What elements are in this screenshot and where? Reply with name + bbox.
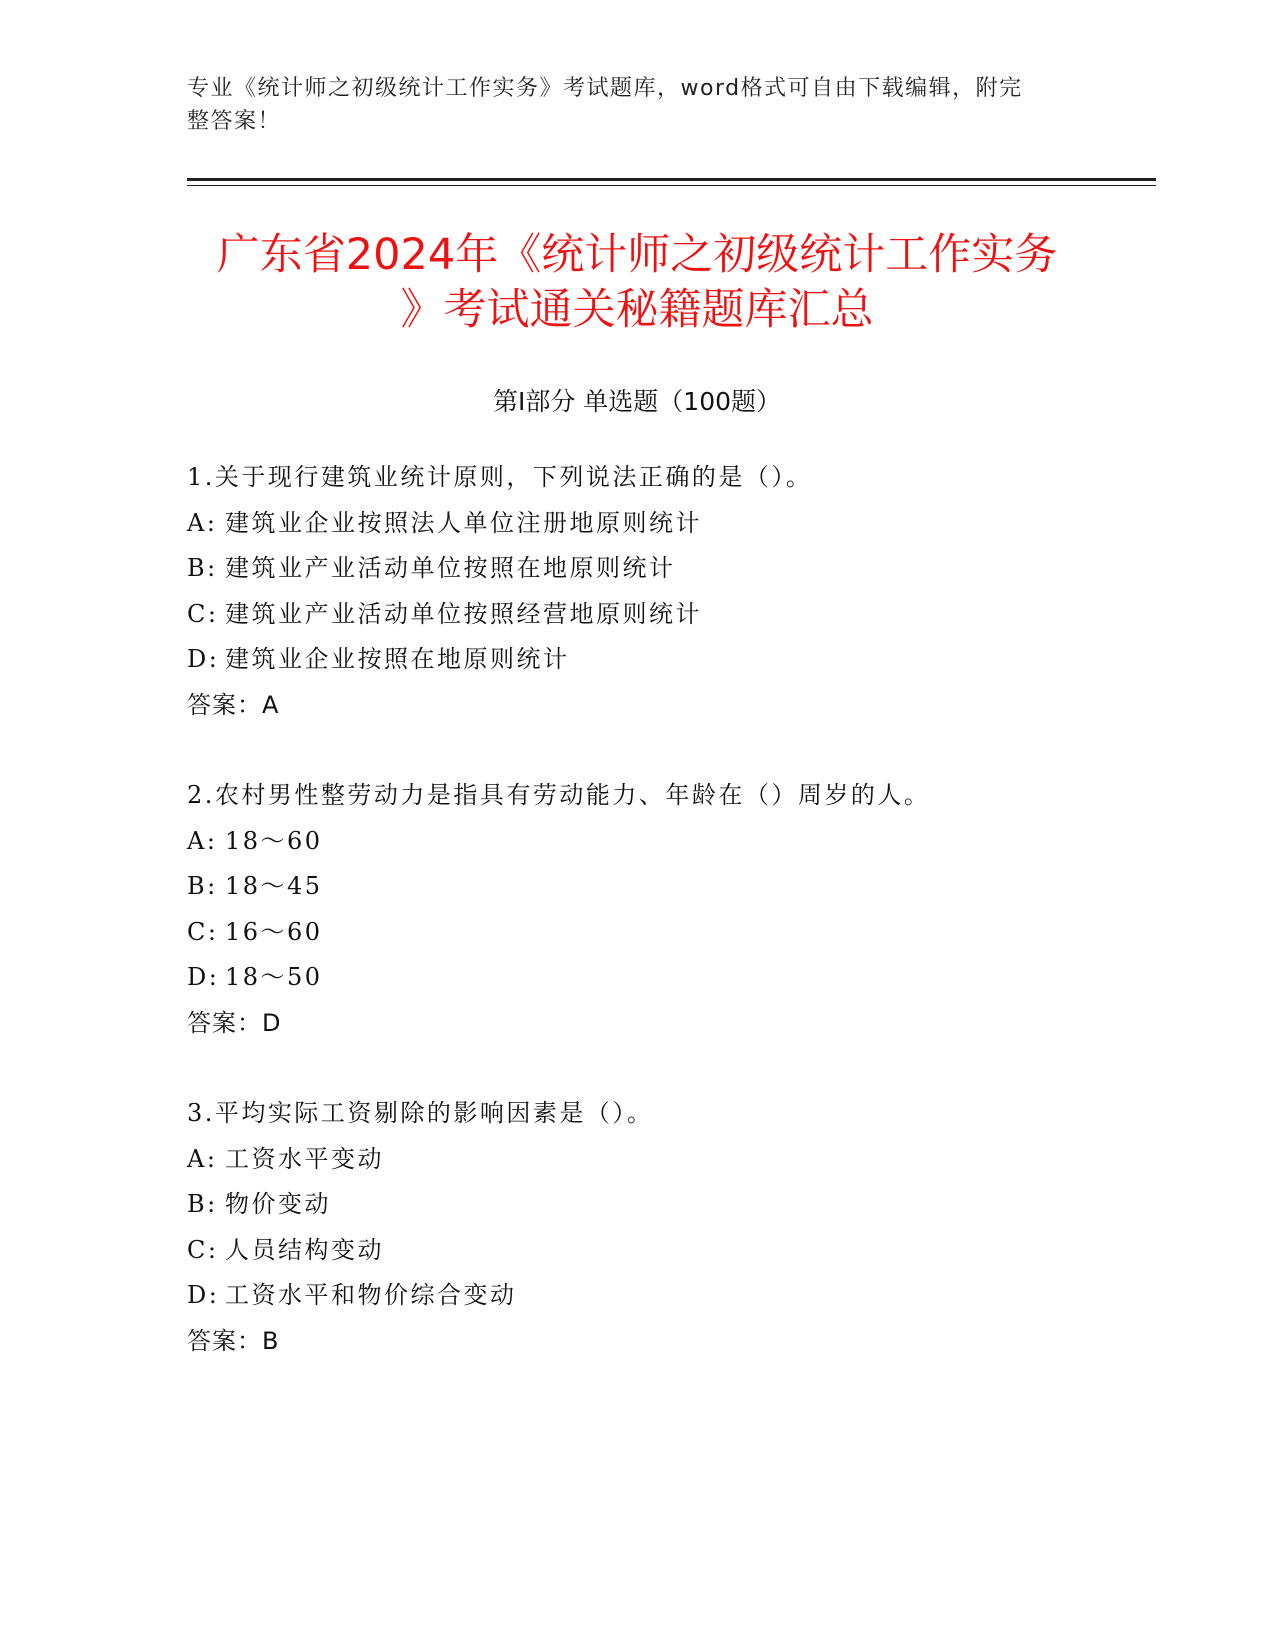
option-text: 建筑业产业活动单位按照在地原则统计 — [225, 554, 676, 582]
option-a — [187, 819, 1087, 865]
option-key: D: — [187, 1281, 220, 1309]
answer: 答案：D — [187, 1008, 282, 1037]
option-key: D: — [187, 963, 220, 991]
option-a — [187, 1137, 1087, 1183]
option-key: A: — [187, 826, 218, 855]
header-divider-thin — [187, 185, 1156, 186]
option-b — [187, 546, 1087, 592]
option-d — [187, 955, 1087, 1001]
question-3 — [187, 1091, 1087, 1364]
document-title-line-2: 》考试通关秘籍题库汇总 — [400, 285, 874, 335]
question-1 — [187, 455, 1087, 728]
option-key: D: — [187, 645, 220, 673]
option-d — [187, 637, 1087, 683]
option-key: C: — [187, 1235, 219, 1264]
option-key: C: — [187, 917, 219, 946]
option-key: A: — [187, 1144, 218, 1173]
option-text: 建筑业企业按照在地原则统计 — [225, 645, 570, 673]
header-divider-thick — [187, 178, 1156, 181]
option-key: A: — [187, 508, 218, 537]
option-text: 建筑业企业按照法人单位注册地原则统计 — [225, 508, 702, 537]
option-text: 物价变动 — [225, 1190, 331, 1218]
question-stem: 2.农村男性整劳动力是指具有劳动能力、年龄在（）周岁的人。 — [187, 781, 931, 809]
option-text: 建筑业产业活动单位按照经营地原则统计 — [225, 599, 702, 628]
option-key: B: — [187, 872, 218, 900]
option-text: 工资水平变动 — [225, 1144, 384, 1173]
header-note-line-1: 专业《统计师之初级统计工作实务》考试题库，word格式可自由下载编辑，附完 — [187, 76, 1023, 101]
document-title — [187, 228, 1087, 338]
document-title-line-1: 广东省2024年《统计师之初级统计工作实务 — [216, 230, 1058, 280]
option-c — [187, 592, 1087, 638]
answer: 答案：A — [187, 690, 280, 719]
option-text: 人员结构变动 — [225, 1235, 384, 1264]
option-key: B: — [187, 554, 218, 582]
option-text: 16～60 — [225, 917, 323, 946]
option-text: 18～50 — [225, 963, 323, 991]
option-text: 18～45 — [225, 872, 323, 900]
option-b — [187, 1182, 1087, 1228]
question-stem: 3.平均实际工资剔除的影响因素是（）。 — [187, 1099, 654, 1127]
section-title: 第I部分 单选题（100题） — [492, 387, 782, 416]
header-note-line-2: 整答案！ — [187, 109, 282, 134]
option-a — [187, 501, 1087, 547]
option-key: C: — [187, 599, 219, 628]
question-stem: 1.关于现行建筑业统计原则，下列说法正确的是（）。 — [187, 463, 813, 491]
option-d — [187, 1273, 1087, 1319]
header-note — [187, 72, 1067, 138]
option-b — [187, 864, 1087, 910]
option-text: 18～60 — [225, 826, 323, 855]
option-key: B: — [187, 1190, 218, 1218]
question-2 — [187, 773, 1087, 1046]
option-text: 工资水平和物价综合变动 — [225, 1281, 517, 1309]
option-c — [187, 1228, 1087, 1274]
answer: 答案：B — [187, 1326, 280, 1355]
option-c — [187, 910, 1087, 956]
